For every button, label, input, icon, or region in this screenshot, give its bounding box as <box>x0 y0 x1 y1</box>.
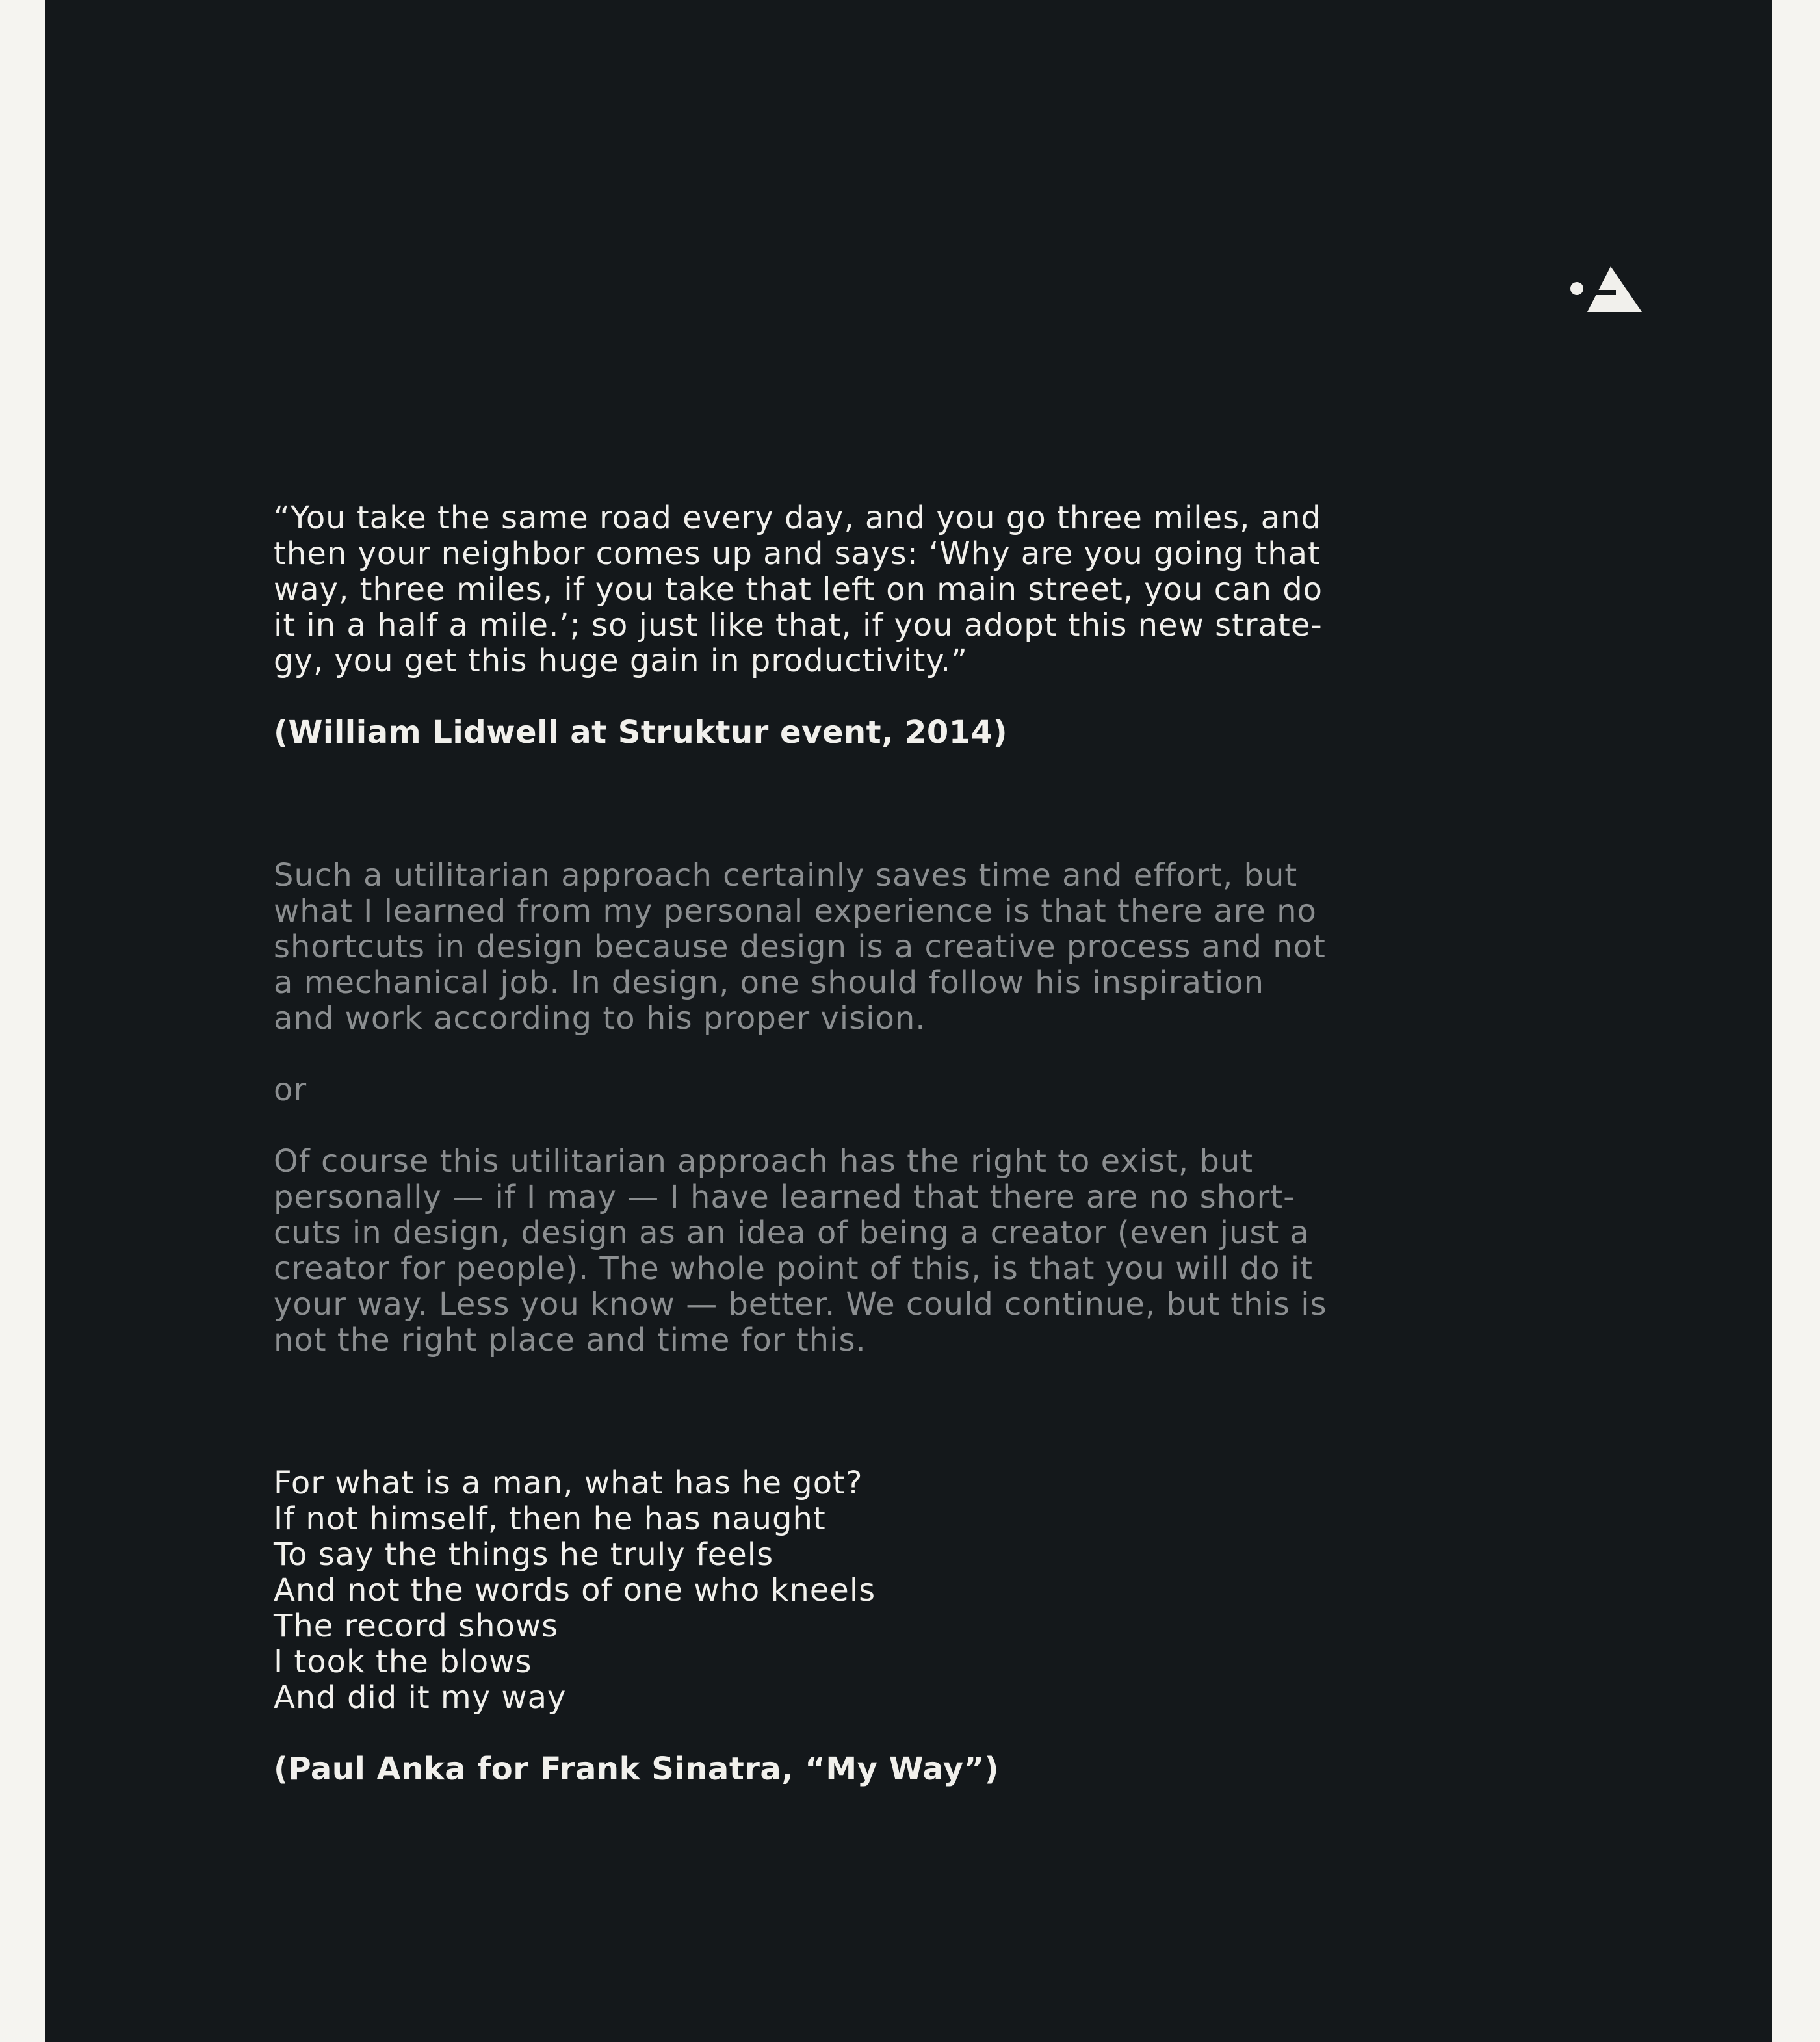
article-body <box>274 500 1463 1787</box>
triangle-dot-logo-icon[interactable] <box>1569 263 1642 315</box>
lyric-line: The record shows <box>274 1608 559 1644</box>
paragraph-line: Such a utilitarian approach certainly saves time and effort, but <box>274 857 1298 894</box>
lyrics-my-way <box>274 1466 1463 1716</box>
paragraph-line: Of course this utilitarian approach has the right to exist, but <box>274 1143 1254 1180</box>
citation-my-way: (Paul Anka for Frank Sinatra, “My Way”) <box>274 1751 999 1787</box>
paragraph-line: not the right place and time for this. <box>274 1322 866 1358</box>
paragraph-line: cuts in design, design as an idea of being a creator (even just a <box>274 1215 1310 1251</box>
citation-lidwell: (William Lidwell at Struktur event, 2014) <box>274 714 1008 751</box>
quote-line: way, three miles, if you take that left on main street, you can do <box>274 571 1323 608</box>
lyric-line: To say the things he truly feels <box>274 1536 774 1573</box>
quote-line: gy, you get this huge gain in productivity.” <box>274 643 968 679</box>
lyric-line: And not the words of one who kneels <box>274 1572 876 1609</box>
quote-line: then your neighbor comes up and says: ‘Why are you going that <box>274 536 1321 572</box>
lyric-line: If not himself, then he has naught <box>274 1501 826 1537</box>
paragraph-line: and work according to his proper vision. <box>274 1000 926 1037</box>
paragraph-line: personally — if I may — I have learned that there are no short- <box>274 1179 1295 1215</box>
quote-line: “You take the same road every day, and you go three miles, and <box>274 500 1321 536</box>
lyric-line: I took the blows <box>274 1644 532 1680</box>
lyric-line: For what is a man, what has he got? <box>274 1465 863 1501</box>
lyric-line: And did it my way <box>274 1679 567 1716</box>
reflection-paragraph-1 <box>274 858 1463 1037</box>
paragraph-line: your way. Less you know — better. We could continue, but this is <box>274 1286 1327 1323</box>
quote-lidwell <box>274 500 1463 679</box>
quote-line: it in a half a mile.’; so just like that, if you adopt this new strate- <box>274 607 1323 643</box>
reflection-paragraph-2 <box>274 1144 1463 1358</box>
separator-or: or <box>274 1072 307 1108</box>
paragraph-line: shortcuts in design because design is a creative process and not <box>274 929 1326 965</box>
paragraph-line: creator for people). The whole point of this, is that you will do it <box>274 1250 1313 1287</box>
paragraph-line: a mechanical job. In design, one should follow his inspiration <box>274 964 1264 1001</box>
content-panel <box>46 0 1772 2042</box>
paragraph-line: what I learned from my personal experience is that there are no <box>274 893 1317 929</box>
